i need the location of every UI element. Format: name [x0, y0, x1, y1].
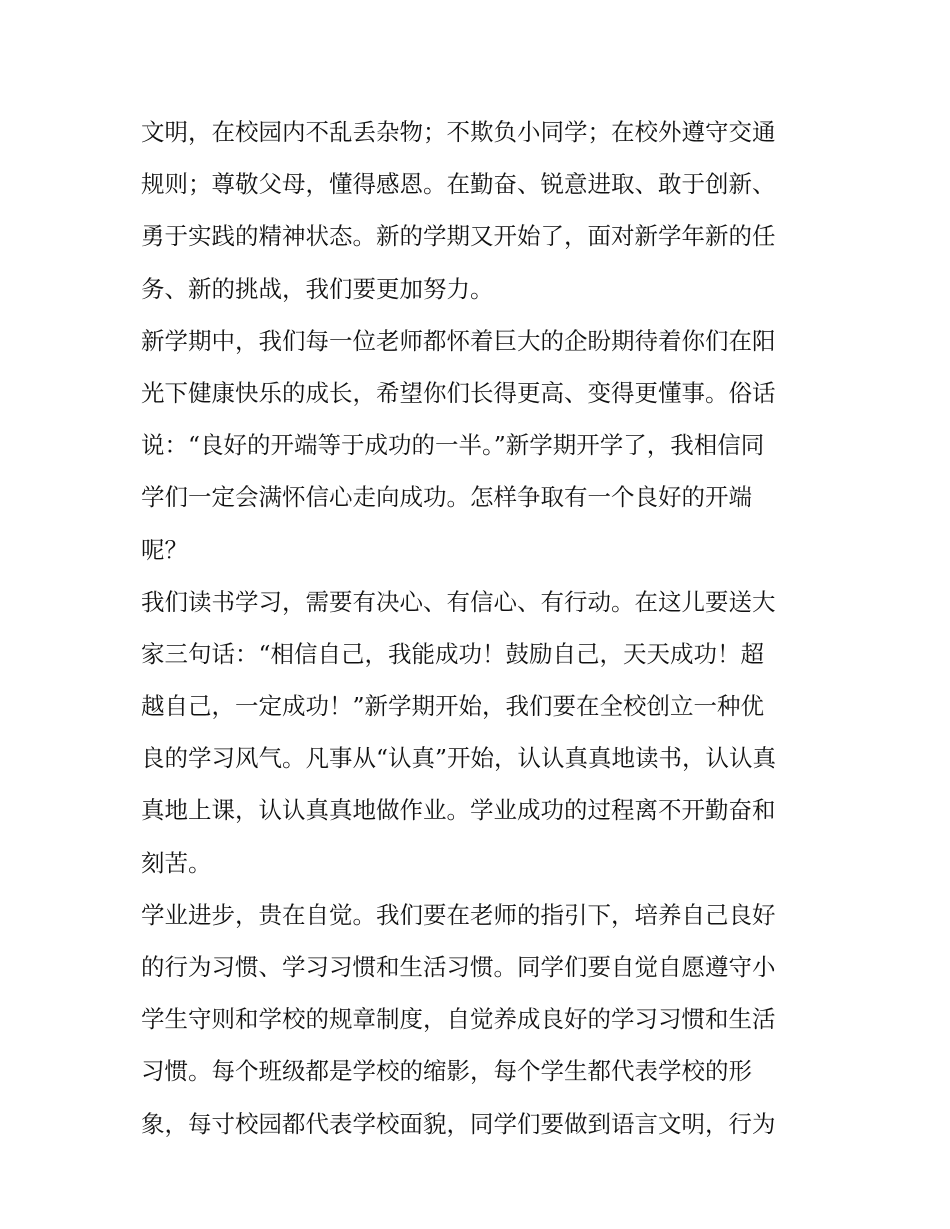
text-line: 务、新的挑战，我们要更加努力。 — [141, 274, 494, 303]
document-body — [141, 106, 813, 1150]
text-line: 说：“良好的开端等于成功的一半。”新学期开学了，我相信同 — [141, 431, 765, 460]
text-line: 光下健康快乐的成长，希望你们长得更高、变得更懂事。俗话 — [141, 378, 776, 407]
text-line: 学们一定会满怀信心走向成功。怎样争取有一个良好的开端 — [141, 483, 752, 512]
text-line: 家三句话：“相信自己，我能成功！鼓励自己，天天成功！超 — [141, 639, 765, 668]
text-line: 习惯。每个班级都是学校的缩影，每个学生都代表学校的形 — [141, 1057, 752, 1086]
text-line: 新学期中，我们每一位老师都怀着巨大的企盼期待着你们在阳 — [141, 326, 776, 355]
text-line: 勇于实践的精神状态。新的学期又开始了，面对新学年新的任 — [141, 222, 776, 251]
text-line: 象，每寸校园都代表学校面貌，同学们要做到语言文明，行为 — [141, 1109, 776, 1138]
text-line: 越自己，一定成功！”新学期开始，我们要在全校创立一种优 — [141, 692, 765, 721]
text-line: 真地上课，认认真真地做作业。学业成功的过程离不开勤奋和 — [141, 796, 776, 825]
text-line: 文明，在校园内不乱丢杂物；不欺负小同学；在校外遵守交通 — [141, 118, 776, 146]
text-line: 呢？ — [141, 535, 188, 564]
text-line: 良的学习风气。凡事从“认真”开始，认认真真地读书，认认真 — [141, 744, 777, 773]
text-line: 刻苦。 — [141, 848, 212, 877]
text-line: 的行为习惯、学习习惯和生活习惯。同学们要自觉自愿遵守小 — [141, 953, 776, 981]
text-line: 学生守则和学校的规章制度，自觉养成良好的学习习惯和生活 — [141, 1005, 776, 1034]
text-line: 我们读书学习，需要有决心、有信心、有行动。在这儿要送大 — [141, 587, 776, 616]
text-line: 学业进步，贵在自觉。我们要在老师的指引下，培养自己良好 — [141, 900, 776, 929]
text-line: 规则；尊敬父母，懂得感恩。在勤奋、锐意进取、敢于创新、 — [141, 170, 776, 199]
